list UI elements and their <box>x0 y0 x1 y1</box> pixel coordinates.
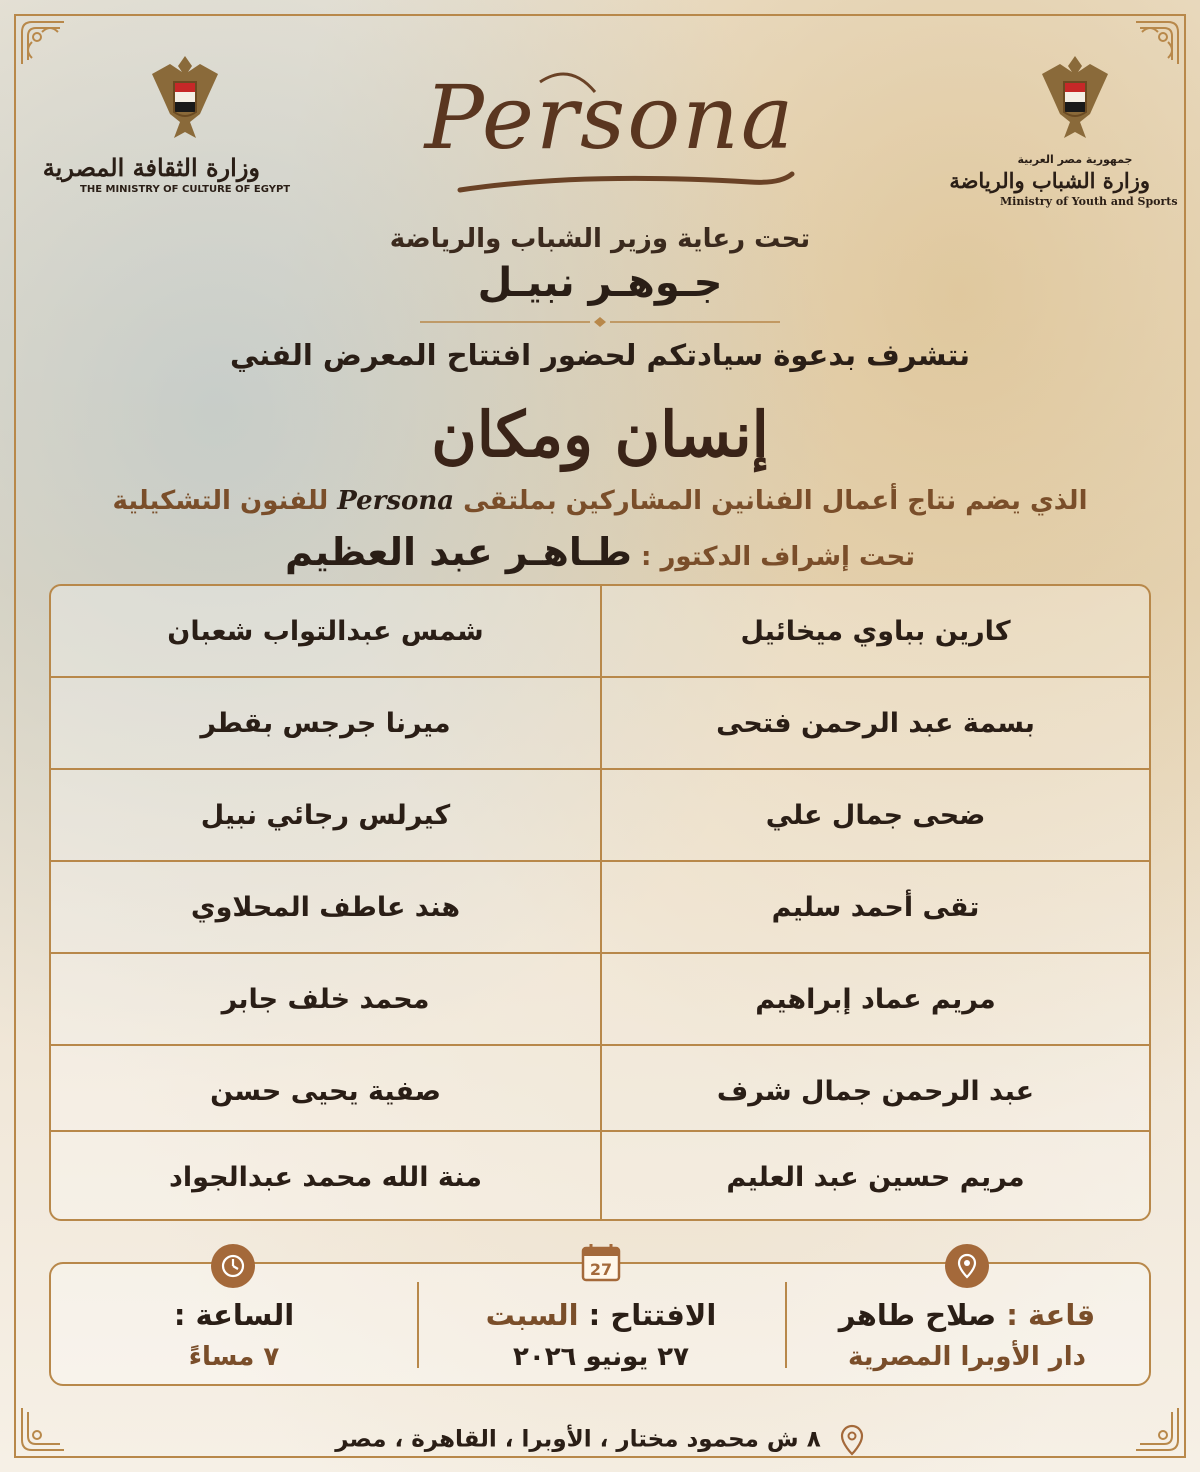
opening-line <box>417 1298 785 1332</box>
description-brand: Persona <box>337 486 455 516</box>
location-pin-icon <box>839 1424 865 1456</box>
calendar-number: 27 <box>589 1260 613 1279</box>
opening-day: السبت <box>485 1298 579 1332</box>
persona-logo <box>420 62 800 212</box>
info-separator <box>785 1282 787 1368</box>
youth-ministry-arabic: وزارة الشباب والرياضة <box>949 168 1150 193</box>
event-info-box <box>49 1262 1151 1386</box>
invitation-line: نتشرف بدعوة سيادتكم لحضور افتتاح المعرض الفني <box>229 338 971 372</box>
exhibition-description <box>0 486 1200 516</box>
eagle-emblem-icon <box>1000 52 1150 151</box>
opening-info <box>417 1260 785 1384</box>
clock-icon <box>211 1244 255 1288</box>
artist-name: مريم عماد إبراهيم <box>600 954 1149 1044</box>
patron-line: تحت رعاية وزير الشباب والرياضة <box>389 224 811 254</box>
artist-name: صفية يحيى حسن <box>210 1075 441 1107</box>
artist-name: منة الله محمد عبدالجواد <box>169 1161 482 1193</box>
time-label: الساعة : <box>173 1298 295 1332</box>
culture-ministry-english: THE MINISTRY OF CULTURE OF EGYPT <box>80 184 291 195</box>
artist-name: هند عاطف المحلاوي <box>190 891 461 923</box>
opening-date: ٢٧ يونيو ٢٠٢٦ <box>512 1342 690 1372</box>
supervisor-name: طـاهـر عبد العظيم <box>284 530 632 574</box>
table-row <box>51 860 1149 952</box>
culture-ministry-emblem <box>42 52 291 195</box>
info-separator <box>417 1282 419 1368</box>
exhibition-title: إنسان ومكان <box>431 398 769 471</box>
venue-place: دار الأوبرا المصرية <box>847 1342 1087 1372</box>
youth-ministry-english: Ministry of Youth and Sports <box>1000 195 1178 208</box>
table-row <box>51 1044 1149 1136</box>
table-row <box>51 952 1149 1044</box>
artist-name: بسمة عبد الرحمن فتحى <box>600 678 1149 768</box>
calendar-icon <box>579 1240 623 1284</box>
address-line <box>0 1424 1200 1456</box>
divider-ornament-icon <box>420 316 780 328</box>
artist-name: مريم حسين عبد العليم <box>600 1132 1149 1221</box>
opening-label: الافتتاح : <box>588 1298 717 1332</box>
artist-name: عبد الرحمن جمال شرف <box>600 1046 1149 1136</box>
patron-name: جـوهـر نبيـل <box>477 260 723 306</box>
description-before: الذي يضم نتاج أعمال الفنانين المشاركين بملتقى <box>463 486 1088 516</box>
address-text: ٨ ش محمود مختار ، الأوبرا ، القاهرة ، مصر <box>335 1426 821 1453</box>
location-pin-icon <box>945 1244 989 1288</box>
artist-name: كيرلس رجائي نبيل <box>200 799 451 831</box>
youth-ministry-emblem <box>949 52 1178 208</box>
venue-label: قاعة : <box>1006 1298 1096 1332</box>
artist-name: تقى أحمد سليم <box>600 862 1149 952</box>
supervision-line <box>0 530 1200 574</box>
artist-name: ضحى جمال علي <box>600 770 1149 860</box>
venue-info <box>785 1264 1149 1384</box>
venue-line <box>785 1298 1149 1332</box>
table-row <box>51 768 1149 860</box>
table-row <box>51 1130 1149 1221</box>
time-info <box>51 1264 417 1384</box>
artist-name: ميرنا جرجس بقطر <box>200 707 451 739</box>
youth-ministry-country: جمهورية مصر العربية <box>1017 153 1133 166</box>
artist-name: محمد خلف جابر <box>221 983 430 1015</box>
description-after: للفنون التشكيلية <box>112 486 329 516</box>
artist-name: شمس عبدالتواب شعبان <box>167 615 484 647</box>
supervision-label: تحت إشراف الدكتور : <box>641 542 916 572</box>
artist-name: كارين بباوي ميخائيل <box>600 586 1149 676</box>
table-row <box>51 586 1149 676</box>
time-value: ٧ مساءً <box>188 1342 280 1372</box>
eagle-emblem-icon <box>110 52 260 151</box>
persona-logo-text: Persona <box>424 66 796 169</box>
culture-ministry-arabic: وزارة الثقافة المصرية <box>42 153 260 182</box>
corner-ornament-icon <box>20 20 66 66</box>
artists-table <box>49 584 1151 1221</box>
table-row <box>51 676 1149 768</box>
venue-name: صلاح طاهر <box>838 1298 997 1332</box>
